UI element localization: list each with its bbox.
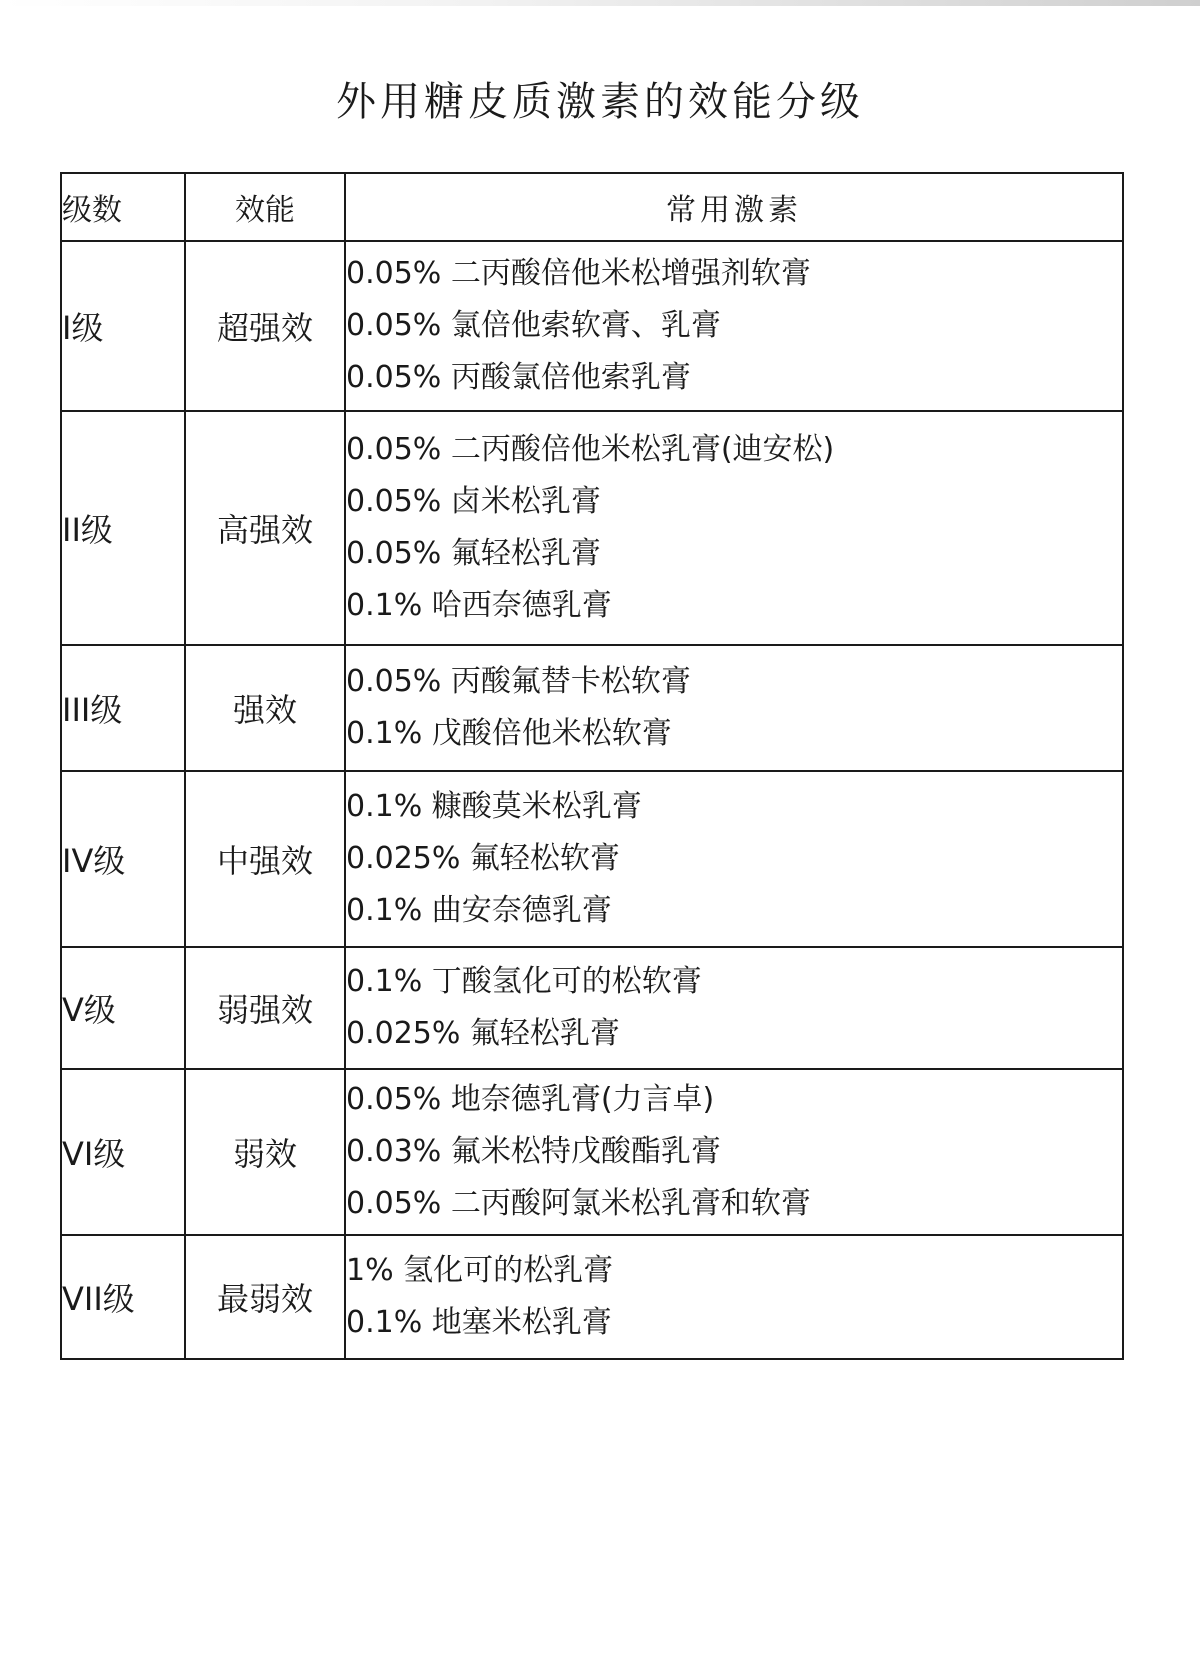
potency-cell: 高强效 [185, 411, 345, 645]
potency-cell: 弱效 [185, 1069, 345, 1235]
drugs-cell [345, 1235, 1123, 1359]
drug-item: 0.1% 曲安奈德乳膏 [346, 893, 612, 928]
drug-item: 0.03% 氟米松特戊酸酯乳膏 [346, 1134, 721, 1169]
potency-cell: 中强效 [185, 771, 345, 947]
header-drugs: 常用激素 [345, 173, 1123, 241]
drug-item: 0.1% 地塞米松乳膏 [346, 1305, 612, 1340]
table-row [61, 771, 1123, 947]
drug-item: 0.05% 二丙酸倍他米松增强剂软膏 [346, 256, 811, 291]
drugs-cell [345, 411, 1123, 645]
drug-item: 0.1% 戊酸倍他米松软膏 [346, 716, 672, 751]
drug-item: 0.025% 氟轻松软膏 [346, 841, 620, 876]
drug-item: 1% 氢化可的松乳膏 [346, 1253, 614, 1288]
drugs-cell [345, 1069, 1123, 1235]
table-row [61, 411, 1123, 645]
drug-item: 0.05% 地奈德乳膏(力言卓) [346, 1082, 715, 1117]
grade-cell: IV级 [61, 771, 185, 947]
table-header-row [61, 173, 1123, 241]
table-row [61, 1069, 1123, 1235]
drug-item: 0.05% 二丙酸阿氯米松乳膏和软膏 [346, 1186, 811, 1221]
potency-cell: 弱强效 [185, 947, 345, 1069]
potency-cell: 最弱效 [185, 1235, 345, 1359]
drugs-cell [345, 241, 1123, 411]
table-row [61, 645, 1123, 771]
drug-item: 0.05% 氯倍他索软膏、乳膏 [346, 308, 721, 343]
drug-item: 0.1% 丁酸氢化可的松软膏 [346, 964, 702, 999]
potency-cell: 强效 [185, 645, 345, 771]
drug-item: 0.025% 氟轻松乳膏 [346, 1016, 620, 1051]
drug-item: 0.1% 哈西奈德乳膏 [346, 588, 612, 623]
document-title: 外用糖皮质激素的效能分级 [336, 79, 864, 125]
drug-item: 0.05% 丙酸氟替卡松软膏 [346, 664, 691, 699]
table-row [61, 1235, 1123, 1359]
grade-cell: VI级 [61, 1069, 185, 1235]
potency-cell: 超强效 [185, 241, 345, 411]
potency-table [60, 172, 1124, 1360]
grade-cell: III级 [61, 645, 185, 771]
drug-item: 0.05% 二丙酸倍他米松乳膏(迪安松) [346, 432, 835, 467]
drugs-cell [345, 771, 1123, 947]
drug-item: 0.05% 卤米松乳膏 [346, 484, 601, 519]
grade-cell: VII级 [61, 1235, 185, 1359]
header-grade: 级数 [61, 173, 185, 241]
drugs-cell [345, 947, 1123, 1069]
grade-cell: V级 [61, 947, 185, 1069]
table-row [61, 241, 1123, 411]
drug-item: 0.05% 氟轻松乳膏 [346, 536, 601, 571]
table-row [61, 947, 1123, 1069]
grade-cell: II级 [61, 411, 185, 645]
grade-cell: I级 [61, 241, 185, 411]
drug-item: 0.1% 糠酸莫米松乳膏 [346, 789, 642, 824]
drugs-cell [345, 645, 1123, 771]
drug-item: 0.05% 丙酸氯倍他索乳膏 [346, 360, 691, 395]
header-potency: 效能 [185, 173, 345, 241]
